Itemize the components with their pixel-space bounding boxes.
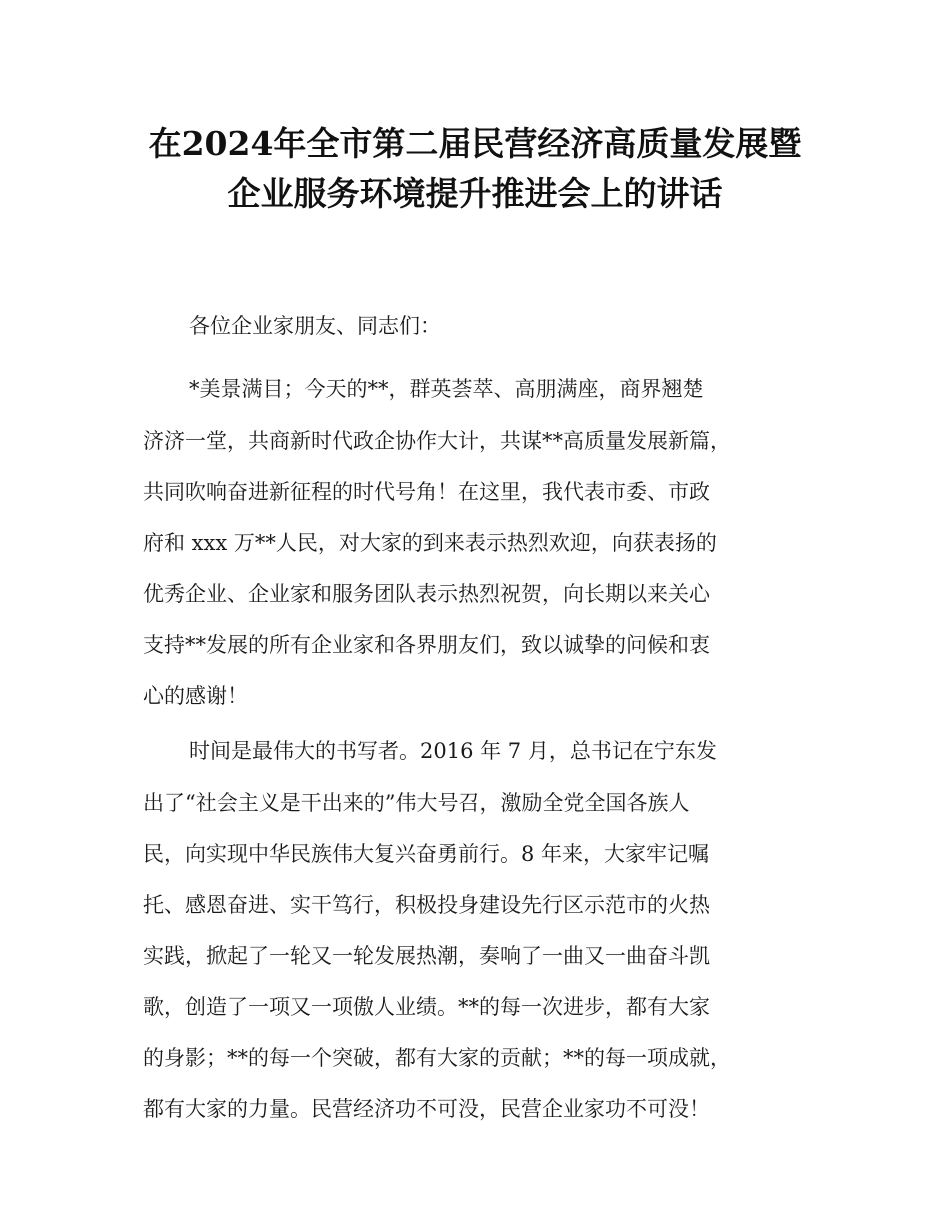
- document-title-line-2: 企业服务环境提升推进会上的讲话: [227, 174, 723, 213]
- paragraph-line: 民，向实现中华民族伟大复兴奋勇前行。8 年来，大家牢记嘱: [143, 842, 710, 866]
- paragraph-line: 府和 xxx 万**人民，对大家的到来表示热烈欢迎，向获表扬的: [143, 531, 717, 555]
- paragraph-line: 优秀企业、企业家和服务团队表示热烈祝贺，向长期以来关心: [143, 582, 710, 606]
- document-title-line-1: 在2024年全市第二届民营经济高质量发展暨: [148, 124, 802, 163]
- paragraph-line: 歌，创造了一项又一项傲人业绩。**的每一次进步，都有大家: [143, 995, 710, 1019]
- paragraph-line: 都有大家的力量。民营经济功不可没，民营企业家功不可没！: [143, 1097, 710, 1121]
- paragraph-line: *美景满目；今天的**，群英荟萃、高朋满座，商界翘楚: [189, 377, 704, 401]
- paragraph-line: 共同吹响奋进新征程的时代号角！在这里，我代表市委、市政: [143, 480, 710, 504]
- paragraph-line: 托、感恩奋进、实干笃行，积极投身建设先行区示范市的火热: [143, 893, 710, 917]
- paragraph-line: 济济一堂，共商新时代政企协作大计，共谋**高质量发展新篇，: [143, 429, 731, 453]
- salutation-text: 各位企业家朋友、同志们：: [189, 314, 441, 338]
- paragraph-line: 的身影；**的每一个突破，都有大家的贡献；**的每一项成就，: [143, 1046, 731, 1070]
- paragraph-line: 出了“社会主义是干出来的”伟大号召，激励全党全国各族人: [143, 791, 690, 815]
- paragraph-line: 实践，掀起了一轮又一轮发展热潮，奏响了一曲又一曲奋斗凯: [143, 944, 710, 968]
- paragraph-line: 支持**发展的所有企业家和各界朋友们，致以诚挚的问候和衷: [143, 633, 710, 657]
- paragraph-line: 时间是最伟大的书写者。2016 年 7 月，总书记在宁东发: [189, 739, 717, 763]
- paragraph-line: 心的感谢！: [143, 684, 248, 708]
